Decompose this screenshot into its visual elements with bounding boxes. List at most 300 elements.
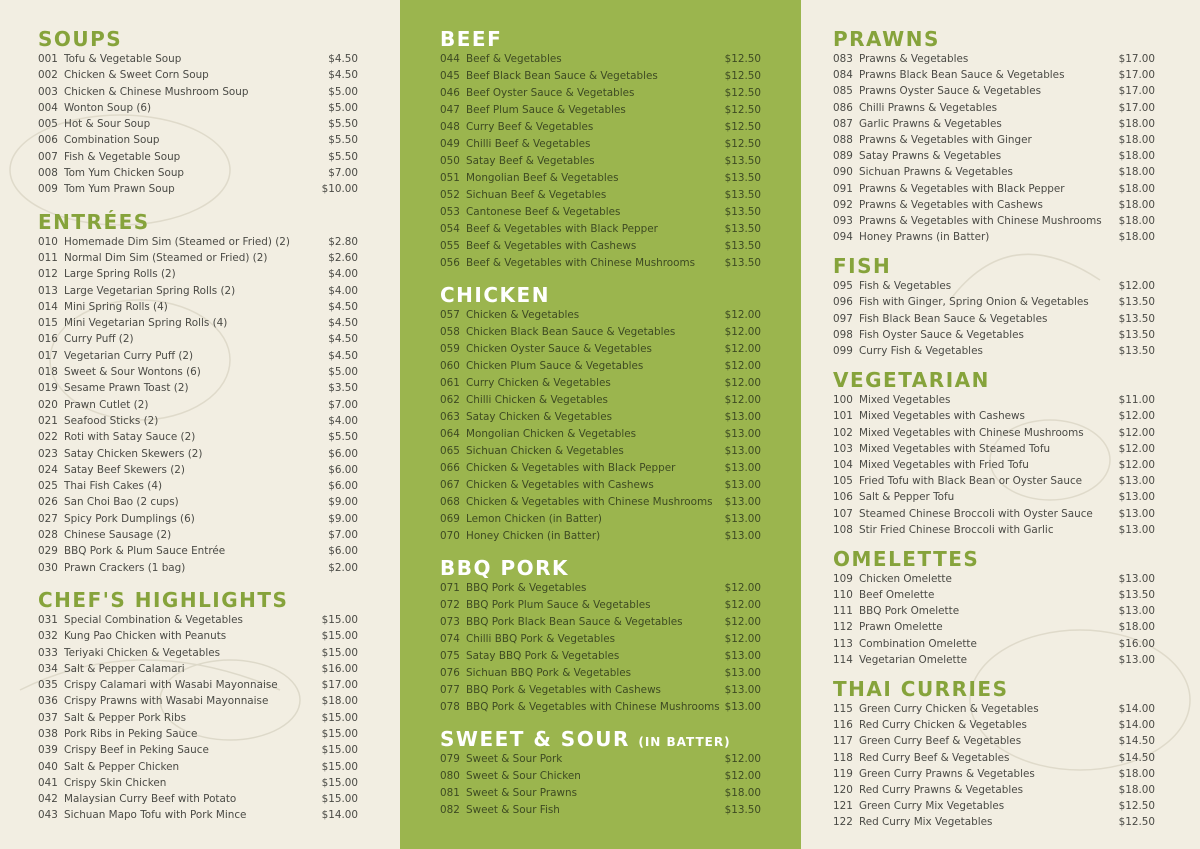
menu-item bbox=[833, 197, 1155, 213]
menu-item-price: $13.00 bbox=[724, 428, 761, 440]
menu-item bbox=[38, 283, 358, 299]
menu-item bbox=[833, 489, 1155, 505]
section-gap bbox=[440, 272, 761, 283]
section-gap bbox=[38, 198, 358, 210]
menu-item-num: 050 bbox=[440, 155, 460, 167]
menu-item-price: $15.00 bbox=[321, 646, 358, 659]
menu-item-name: Honey Prawns (in Batter) bbox=[859, 231, 990, 244]
menu-item bbox=[440, 153, 761, 170]
section-title-beef bbox=[440, 27, 761, 51]
menu-item-price: $13.00 bbox=[1118, 491, 1155, 504]
menu-item-num: 105 bbox=[833, 475, 853, 488]
menu-item-price: $4.50 bbox=[328, 317, 358, 330]
menu-item-name: Tom Yum Chicken Soup bbox=[64, 167, 185, 180]
menu-item bbox=[38, 348, 358, 364]
menu-item-price: $13.50 bbox=[724, 257, 761, 269]
menu-item-price: $13.00 bbox=[724, 684, 761, 696]
menu-item bbox=[440, 102, 761, 119]
section-title-fish bbox=[833, 254, 1155, 278]
menu-item bbox=[440, 68, 761, 85]
menu-item-price: $4.00 bbox=[328, 268, 358, 281]
menu-item-price: $5.00 bbox=[328, 101, 358, 114]
menu-item-num: 073 bbox=[440, 616, 460, 628]
menu-item bbox=[38, 759, 358, 775]
menu-item bbox=[38, 628, 358, 644]
menu-item-name: Lemon Chicken (in Batter) bbox=[466, 513, 602, 525]
menu-item-price: $12.00 bbox=[1118, 458, 1155, 471]
menu-item-price: $6.00 bbox=[328, 480, 358, 493]
menu-item-price: $13.00 bbox=[1118, 507, 1155, 520]
menu-item bbox=[38, 364, 358, 380]
menu-item-num: 101 bbox=[833, 410, 853, 423]
menu-item-price: $6.00 bbox=[328, 545, 358, 558]
menu-item-name: Large Vegetarian Spring Rolls (2) bbox=[64, 284, 236, 297]
menu-item-price: $12.50 bbox=[724, 53, 761, 65]
menu-item-num: 060 bbox=[440, 360, 460, 372]
menu-item-price: $13.00 bbox=[724, 462, 761, 474]
menu-item-name: Chicken & Sweet Corn Soup bbox=[64, 69, 209, 82]
menu-item-name: Prawns & Vegetables with Ginger bbox=[859, 133, 1032, 146]
menu-item bbox=[38, 645, 358, 661]
menu-item-num: 022 bbox=[38, 431, 58, 444]
menu-item-price: $13.00 bbox=[724, 530, 761, 542]
menu-item-price: $18.00 bbox=[1118, 783, 1155, 796]
menu-item-num: 111 bbox=[833, 605, 853, 618]
menu-item bbox=[38, 250, 358, 266]
menu-item-price: $4.00 bbox=[328, 284, 358, 297]
menu-item bbox=[38, 807, 358, 823]
menu-item-num: 117 bbox=[833, 735, 853, 748]
section-title-prawns bbox=[833, 27, 1155, 51]
menu-item bbox=[440, 511, 761, 528]
menu-item-name: Chicken Black Bean Sauce & Vegetables bbox=[466, 326, 676, 338]
menu-item-price: $13.50 bbox=[724, 223, 761, 235]
section-title-text: THAI CURRIES bbox=[833, 677, 1009, 701]
menu-item-num: 029 bbox=[38, 545, 58, 558]
menu-item-num: 067 bbox=[440, 479, 460, 491]
menu-item-name: Fish & Vegetable Soup bbox=[64, 150, 181, 163]
menu-item-price: $12.00 bbox=[724, 309, 761, 321]
menu-item-price: $12.50 bbox=[724, 70, 761, 82]
menu-item bbox=[38, 315, 358, 331]
menu-item bbox=[833, 83, 1155, 99]
menu-item bbox=[38, 560, 358, 576]
menu-item bbox=[38, 775, 358, 791]
menu-item-num: 033 bbox=[38, 646, 58, 659]
menu-item-name: Sichuan Prawns & Vegetables bbox=[859, 166, 1013, 179]
menu-item-price: $12.00 bbox=[724, 753, 761, 765]
menu-item bbox=[833, 766, 1155, 782]
menu-item-num: 090 bbox=[833, 166, 853, 179]
menu-item-num: 099 bbox=[833, 345, 853, 357]
menu-item-name: Roti with Satay Sauce (2) bbox=[64, 431, 196, 444]
menu-item-num: 078 bbox=[440, 701, 460, 713]
menu-item-price: $13.00 bbox=[724, 650, 761, 662]
menu-item-name: Tofu & Vegetable Soup bbox=[64, 53, 182, 65]
menu-item-num: 006 bbox=[38, 134, 58, 147]
menu-item-price: $18.00 bbox=[1118, 198, 1155, 211]
menu-item-name: Curry Fish & Vegetables bbox=[859, 345, 983, 357]
menu-item-num: 068 bbox=[440, 496, 460, 508]
menu-item-num: 034 bbox=[38, 662, 58, 675]
menu-item-num: 049 bbox=[440, 138, 460, 150]
section-title-thai-curries bbox=[833, 677, 1155, 701]
section-title-text: VEGETARIAN bbox=[833, 368, 990, 393]
menu-item-num: 071 bbox=[440, 582, 460, 594]
section-gap bbox=[440, 545, 761, 556]
menu-item bbox=[833, 733, 1155, 749]
menu-item-name: BBQ Pork Plum Sauce & Vegetables bbox=[466, 599, 651, 611]
menu-item-num: 081 bbox=[440, 787, 460, 799]
menu-item-price: $13.50 bbox=[724, 240, 761, 252]
menu-item-price: $18.00 bbox=[1118, 214, 1155, 227]
menu-item-num: 011 bbox=[38, 251, 58, 264]
menu-item-num: 059 bbox=[440, 343, 460, 355]
menu-item bbox=[833, 701, 1155, 717]
menu-item bbox=[38, 397, 358, 413]
menu-item bbox=[833, 327, 1155, 343]
menu-item-price: $14.00 bbox=[1118, 703, 1155, 715]
menu-item-name: Chicken & Vegetables with Chinese Mushrooms bbox=[466, 496, 713, 508]
menu-item-name: Curry Beef & Vegetables bbox=[466, 121, 594, 133]
menu-item bbox=[833, 798, 1155, 814]
menu-item-price: $12.00 bbox=[724, 360, 761, 372]
menu-item-price: $4.50 bbox=[328, 69, 358, 82]
menu-item-price: $15.00 bbox=[321, 613, 358, 626]
menu-item-price: $4.50 bbox=[328, 333, 358, 346]
menu-item-price: $9.00 bbox=[328, 496, 358, 509]
menu-item-price: $17.00 bbox=[1118, 85, 1155, 98]
menu-item-name: Tom Yum Prawn Soup bbox=[64, 183, 175, 196]
menu-item-name: Steamed Chinese Broccoli with Oyster Sauce bbox=[859, 507, 1093, 520]
menu-item-name: Mixed Vegetables with Cashews bbox=[859, 410, 1025, 423]
menu-item-name: Red Curry Chicken & Vegetables bbox=[859, 719, 1027, 732]
menu-item-name: Chicken Plum Sauce & Vegetables bbox=[466, 360, 644, 372]
menu-item-name: Prawns & Vegetables with Chinese Mushrooms bbox=[859, 214, 1102, 227]
menu-item-num: 003 bbox=[38, 85, 58, 98]
menu-item-name: Sweet & Sour Wontons (6) bbox=[64, 366, 201, 379]
menu-item-num: 091 bbox=[833, 182, 853, 195]
menu-item bbox=[38, 84, 358, 100]
menu-item bbox=[440, 221, 761, 238]
menu-item-name: Honey Chicken (in Batter) bbox=[466, 530, 601, 542]
menu-item bbox=[440, 768, 761, 785]
menu-item-name: Spicy Pork Dumplings (6) bbox=[64, 512, 195, 525]
menu-item-num: 018 bbox=[38, 366, 58, 379]
menu-item-num: 087 bbox=[833, 117, 853, 130]
menu-item bbox=[440, 136, 761, 153]
menu-item-name: Mini Vegetarian Spring Rolls (4) bbox=[64, 317, 228, 330]
menu-item bbox=[38, 494, 358, 510]
menu-item-num: 041 bbox=[38, 776, 58, 789]
menu-item-name: Malaysian Curry Beef with Potato bbox=[64, 793, 237, 806]
menu-item-price: $12.00 bbox=[724, 343, 761, 355]
menu-item-num: 100 bbox=[833, 394, 853, 407]
menu-item-num: 046 bbox=[440, 87, 460, 99]
menu-item-name: Mixed Vegetables with Chinese Mushrooms bbox=[859, 426, 1084, 439]
menu-column-middle bbox=[400, 0, 801, 849]
menu-item bbox=[440, 324, 761, 341]
menu-item bbox=[440, 528, 761, 545]
menu-item-num: 047 bbox=[440, 104, 460, 116]
menu-item-num: 080 bbox=[440, 770, 460, 782]
menu-item-price: $7.00 bbox=[328, 167, 358, 180]
menu-item-name: Red Curry Mix Vegetables bbox=[859, 816, 993, 829]
menu-item-price: $12.00 bbox=[724, 633, 761, 645]
menu-item-name: Chilli Chicken & Vegetables bbox=[466, 394, 608, 406]
menu-item-num: 053 bbox=[440, 206, 460, 218]
menu-item bbox=[38, 51, 358, 67]
menu-item bbox=[440, 51, 761, 68]
menu-item-price: $9.00 bbox=[328, 512, 358, 525]
menu-item-num: 028 bbox=[38, 529, 58, 542]
menu-item-name: Mongolian Beef & Vegetables bbox=[466, 172, 619, 184]
menu-item-price: $5.50 bbox=[328, 118, 358, 131]
menu-item-price: $13.00 bbox=[1118, 523, 1155, 536]
menu-item bbox=[833, 229, 1155, 245]
menu-item-num: 012 bbox=[38, 268, 58, 281]
menu-item-name: Prawns Oyster Sauce & Vegetables bbox=[859, 85, 1042, 98]
menu-item-num: 001 bbox=[38, 53, 58, 65]
menu-item-price: $13.00 bbox=[724, 411, 761, 423]
menu-item-num: 017 bbox=[38, 349, 58, 362]
menu-item-name: Kung Pao Chicken with Peanuts bbox=[64, 630, 227, 643]
section-title-text: PRAWNS bbox=[833, 27, 940, 51]
menu-item bbox=[440, 597, 761, 614]
menu-item-name: Mini Spring Rolls (4) bbox=[64, 300, 168, 313]
menu-item-name: Prawn Cutlet (2) bbox=[64, 398, 149, 411]
menu-item-num: 036 bbox=[38, 695, 58, 708]
menu-item-price: $13.00 bbox=[1118, 572, 1155, 585]
menu-item bbox=[440, 648, 761, 665]
menu-item-name: Sichuan BBQ Pork & Vegetables bbox=[466, 667, 632, 679]
menu-item bbox=[833, 457, 1155, 473]
menu-item-price: $6.00 bbox=[328, 463, 358, 476]
menu-item-num: 092 bbox=[833, 198, 853, 211]
menu-item bbox=[833, 652, 1155, 668]
menu-item-num: 089 bbox=[833, 150, 853, 163]
menu-item bbox=[440, 392, 761, 409]
menu-item-price: $14.50 bbox=[1118, 735, 1155, 748]
menu-item-num: 030 bbox=[38, 561, 58, 574]
menu-item bbox=[833, 51, 1155, 67]
menu-item-name: Sweet & Sour Prawns bbox=[466, 787, 577, 799]
menu-item-price: $18.00 bbox=[321, 695, 358, 708]
menu-item-num: 010 bbox=[38, 235, 58, 248]
section-title-text: FISH bbox=[833, 254, 892, 279]
menu-item-num: 045 bbox=[440, 70, 460, 82]
menu-item-price: $15.00 bbox=[321, 776, 358, 789]
menu-item-num: 109 bbox=[833, 572, 853, 585]
menu-item-price: $7.00 bbox=[328, 398, 358, 411]
menu-item-num: 054 bbox=[440, 223, 460, 235]
menu-item-num: 040 bbox=[38, 760, 58, 773]
menu-item-name: Crispy Calamari with Wasabi Mayonnaise bbox=[64, 679, 278, 692]
menu-item-name: Beef Oyster Sauce & Vegetables bbox=[466, 87, 635, 99]
menu-item bbox=[833, 311, 1155, 327]
menu-item-price: $4.50 bbox=[328, 53, 358, 65]
menu-item bbox=[833, 164, 1155, 180]
menu-item-num: 097 bbox=[833, 312, 853, 325]
menu-item bbox=[38, 299, 358, 315]
section-title-text: SWEET & SOUR bbox=[440, 727, 630, 751]
menu-item-name: Chicken & Vegetables bbox=[466, 309, 580, 321]
menu-item-num: 115 bbox=[833, 703, 853, 715]
menu-item-name: BBQ Pork & Vegetables with Chinese Mushrooms bbox=[466, 701, 720, 713]
section-title-omelettes bbox=[833, 547, 1155, 571]
menu-item-price: $13.50 bbox=[724, 172, 761, 184]
menu-item-num: 076 bbox=[440, 667, 460, 679]
menu-item-num: 077 bbox=[440, 684, 460, 696]
menu-item-num: 051 bbox=[440, 172, 460, 184]
menu-item-num: 062 bbox=[440, 394, 460, 406]
menu-item-name: Vegetarian Omelette bbox=[859, 653, 968, 666]
menu-item-price: $12.00 bbox=[724, 326, 761, 338]
menu-item bbox=[440, 580, 761, 597]
menu-item-price: $13.00 bbox=[1118, 653, 1155, 666]
menu-item-name: Green Curry Prawns & Vegetables bbox=[859, 767, 1035, 780]
menu-item-name: Green Curry Beef & Vegetables bbox=[859, 735, 1022, 748]
menu-item-num: 095 bbox=[833, 280, 853, 293]
menu-item bbox=[440, 341, 761, 358]
menu-item bbox=[38, 661, 358, 677]
menu-item-num: 058 bbox=[440, 326, 460, 338]
section-gap bbox=[833, 538, 1155, 547]
menu-item-num: 024 bbox=[38, 463, 58, 476]
menu-item-price: $13.50 bbox=[1118, 296, 1155, 309]
menu-item-num: 104 bbox=[833, 458, 853, 471]
menu-item-name: Teriyaki Chicken & Vegetables bbox=[64, 646, 221, 659]
menu-item-price: $18.00 bbox=[1118, 182, 1155, 195]
menu-item bbox=[833, 392, 1155, 408]
menu-item bbox=[38, 710, 358, 726]
menu-item-num: 039 bbox=[38, 744, 58, 757]
menu-item bbox=[38, 726, 358, 742]
menu-item-num: 038 bbox=[38, 727, 58, 740]
menu-item bbox=[440, 785, 761, 802]
menu-item-num: 023 bbox=[38, 447, 58, 460]
menu-item bbox=[833, 782, 1155, 798]
menu-item-price: $2.80 bbox=[328, 235, 358, 248]
menu-item-name: Satay Prawns & Vegetables bbox=[859, 150, 1002, 163]
menu-item-name: Stir Fried Chinese Broccoli with Garlic bbox=[859, 523, 1054, 536]
menu-item bbox=[38, 511, 358, 527]
section-gap bbox=[833, 359, 1155, 368]
menu-item bbox=[440, 170, 761, 187]
menu-item-num: 009 bbox=[38, 183, 58, 196]
menu-item-name: Beef & Vegetables with Black Pepper bbox=[466, 223, 658, 235]
menu-item-name: Curry Puff (2) bbox=[64, 333, 134, 346]
menu-item-name: Thai Fish Cakes (4) bbox=[64, 480, 162, 493]
menu-item-name: Chilli Prawns & Vegetables bbox=[859, 101, 998, 114]
menu-item-price: $17.00 bbox=[1118, 69, 1155, 82]
menu-item-name: Chicken Omelette bbox=[859, 572, 952, 585]
menu-item-num: 093 bbox=[833, 214, 853, 227]
menu-item-num: 075 bbox=[440, 650, 460, 662]
menu-item-num: 116 bbox=[833, 719, 853, 732]
menu-item bbox=[833, 181, 1155, 197]
menu-item bbox=[38, 266, 358, 282]
menu-item bbox=[440, 187, 761, 204]
menu-item bbox=[440, 443, 761, 460]
menu-item-num: 098 bbox=[833, 328, 853, 341]
menu-item-price: $18.00 bbox=[1118, 133, 1155, 146]
menu-item-name: Sweet & Sour Chicken bbox=[466, 770, 581, 782]
menu-item-name: Mixed Vegetables with Fried Tofu bbox=[859, 458, 1029, 471]
menu-item-name: Special Combination & Vegetables bbox=[64, 613, 243, 626]
menu-item-name: Beef Black Bean Sauce & Vegetables bbox=[466, 70, 658, 82]
menu-item-num: 072 bbox=[440, 599, 460, 611]
menu-item-num: 112 bbox=[833, 621, 853, 634]
menu-item-price: $12.00 bbox=[724, 582, 761, 594]
menu-item bbox=[38, 527, 358, 543]
menu-item bbox=[38, 331, 358, 347]
menu-item bbox=[38, 462, 358, 478]
menu-item-num: 013 bbox=[38, 284, 58, 297]
menu-item-num: 082 bbox=[440, 804, 460, 816]
menu-item-price: $13.00 bbox=[724, 667, 761, 679]
menu-item-price: $16.00 bbox=[321, 662, 358, 675]
menu-column-right bbox=[801, 0, 1200, 849]
menu-item-num: 094 bbox=[833, 231, 853, 244]
section-title-chicken bbox=[440, 283, 761, 307]
menu-item-price: $5.00 bbox=[328, 85, 358, 98]
menu-item-price: $18.00 bbox=[1118, 621, 1155, 634]
section-title-text: ENTRÉES bbox=[38, 209, 150, 234]
menu-item-num: 110 bbox=[833, 589, 853, 602]
menu-item-name: BBQ Pork & Vegetables bbox=[466, 582, 587, 594]
menu-item-name: Garlic Prawns & Vegetables bbox=[859, 117, 1002, 130]
menu-item-num: 108 bbox=[833, 523, 853, 536]
menu-item bbox=[38, 165, 358, 181]
menu-item-name: Curry Chicken & Vegetables bbox=[466, 377, 611, 389]
menu-item-price: $5.50 bbox=[328, 431, 358, 444]
menu-item-name: Satay Beef & Vegetables bbox=[466, 155, 595, 167]
menu-item-price: $13.50 bbox=[1118, 345, 1155, 357]
section-title-soups bbox=[38, 27, 358, 51]
menu-item-name: Normal Dim Sim (Steamed or Fried) (2) bbox=[64, 251, 268, 264]
menu-item bbox=[440, 682, 761, 699]
menu-item-name: Sweet & Sour Pork bbox=[466, 753, 563, 765]
menu-item-name: Cantonese Beef & Vegetables bbox=[466, 206, 621, 218]
menu-item-name: BBQ Pork & Plum Sauce Entrée bbox=[64, 545, 226, 558]
menu-item-num: 106 bbox=[833, 491, 853, 504]
section-gap bbox=[833, 668, 1155, 677]
menu-item-num: 055 bbox=[440, 240, 460, 252]
menu-item bbox=[38, 742, 358, 758]
menu-item-name: Satay Beef Skewers (2) bbox=[64, 463, 185, 476]
menu-item-num: 020 bbox=[38, 398, 58, 411]
menu-item bbox=[38, 446, 358, 462]
menu-item bbox=[440, 494, 761, 511]
menu-item bbox=[833, 294, 1155, 310]
menu-item bbox=[833, 425, 1155, 441]
menu-item-price: $12.00 bbox=[724, 394, 761, 406]
section-title-entr-es bbox=[38, 210, 358, 234]
menu-item-price: $12.00 bbox=[724, 616, 761, 628]
menu-column-left bbox=[0, 0, 400, 849]
menu-item-price: $16.00 bbox=[1118, 637, 1155, 650]
menu-item-name: Mixed Vegetables with Steamed Tofu bbox=[859, 442, 1051, 455]
menu-item-name: Chilli BBQ Pork & Vegetables bbox=[466, 633, 616, 645]
menu-item-num: 056 bbox=[440, 257, 460, 269]
menu-item-name: Satay Chicken Skewers (2) bbox=[64, 447, 203, 460]
menu-item-price: $13.50 bbox=[1118, 328, 1155, 341]
menu-item bbox=[833, 603, 1155, 619]
menu-item bbox=[38, 234, 358, 250]
menu-item bbox=[833, 441, 1155, 457]
menu-item-price: $15.00 bbox=[321, 630, 358, 643]
